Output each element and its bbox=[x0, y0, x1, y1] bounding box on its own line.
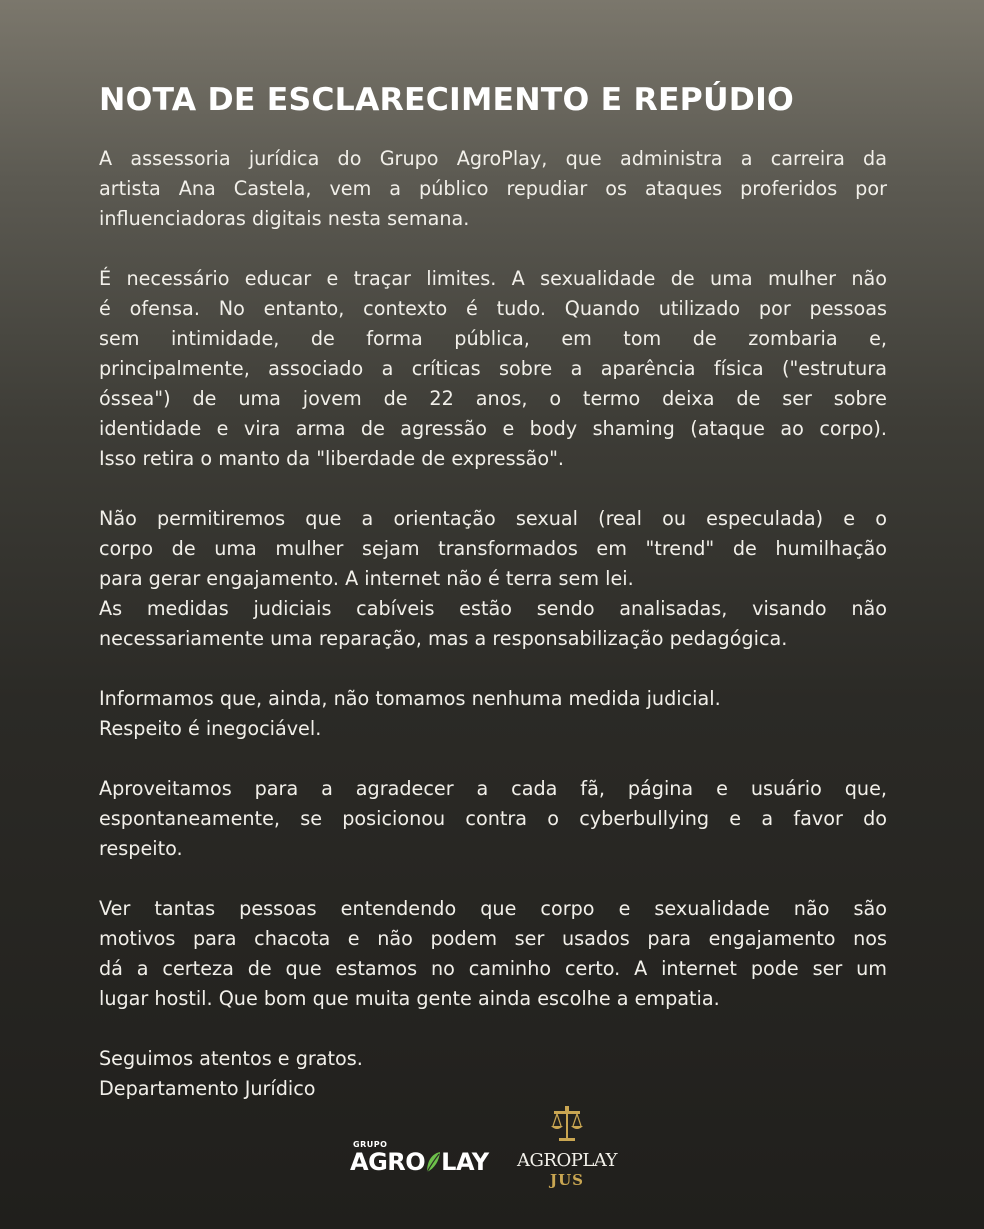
paragraph-line: Não permitiremos que a orientação sexual (real ou especulada) e o bbox=[99, 507, 887, 530]
paragraph bbox=[99, 504, 887, 654]
signature: Departamento Jurídico bbox=[99, 1077, 316, 1100]
paragraph-line: necessariamente uma reparação, mas a responsabilização pedagógica. bbox=[99, 627, 788, 650]
paragraph-line: respeito. bbox=[99, 837, 183, 860]
paragraph-line: motivos para chacota e não podem ser usados para engajamento nos bbox=[99, 927, 887, 950]
paragraph-line: corpo de uma mulher sejam transformados em "trend" de humilhação bbox=[99, 537, 887, 560]
agroplay-logo-small-text: GRUPO bbox=[353, 1140, 388, 1149]
agroplay-jus-sub: JUS bbox=[549, 1171, 584, 1189]
paragraph-line: As medidas judiciais cabíveis estão sendo analisadas, visando não bbox=[99, 597, 887, 620]
paragraph-line: influenciadoras digitais nesta semana. bbox=[99, 207, 470, 230]
paragraph-line: óssea") de uma jovem de 22 anos, o termo deixa de ser sobre bbox=[99, 387, 887, 410]
footer-logos bbox=[350, 1104, 640, 1200]
paragraph bbox=[99, 774, 887, 864]
paragraph-line: Respeito é inegociável. bbox=[99, 717, 322, 740]
scales-of-justice-icon bbox=[548, 1104, 586, 1144]
closing-line: Seguimos atentos e gratos. bbox=[99, 1047, 363, 1070]
paragraph-line: lugar hostil. Que bom que muita gente ainda escolhe a empatia. bbox=[99, 987, 720, 1010]
closing bbox=[99, 1044, 887, 1104]
paragraph-line: é ofensa. No entanto, contexto é tudo. Quando utilizado por pessoas bbox=[99, 297, 887, 320]
paragraph bbox=[99, 264, 887, 474]
paragraph-line: A assessoria jurídica do Grupo AgroPlay, que administra a carreira da bbox=[99, 147, 887, 170]
agroplay-jus-name: AGROPLAY bbox=[517, 1150, 617, 1171]
paragraph-line: espontaneamente, se posicionou contra o cyberbullying e a favor do bbox=[99, 807, 887, 830]
agroplay-logo-text-left: AGRO bbox=[350, 1148, 426, 1176]
agroplay-logo bbox=[350, 1140, 490, 1184]
paragraph-line: para gerar engajamento. A internet não é terra sem lei. bbox=[99, 567, 634, 590]
note-content bbox=[99, 78, 887, 1104]
paragraph-line: identidade e vira arma de agressão e body shaming (ataque ao corpo). bbox=[99, 417, 887, 440]
paragraph-line: É necessário educar e traçar limites. A sexualidade de uma mulher não bbox=[99, 267, 887, 290]
paragraph bbox=[99, 894, 887, 1014]
paragraph-line: artista Ana Castela, vem a público repudiar os ataques proferidos por bbox=[99, 177, 887, 200]
paragraph-line: dá a certeza de que estamos no caminho certo. A internet pode ser um bbox=[99, 957, 887, 980]
paragraph bbox=[99, 144, 887, 234]
paragraph-line: Isso retira o manto da "liberdade de expressão". bbox=[99, 447, 565, 470]
note-body bbox=[99, 144, 887, 1014]
agroplay-logo-text-right: LAY bbox=[441, 1148, 489, 1176]
agroplay-jus-logo bbox=[512, 1104, 622, 1200]
agroplay-logo-wordmark bbox=[350, 1148, 489, 1176]
note-title: NOTA DE ESCLARECIMENTO E REPÚDIO bbox=[99, 82, 794, 118]
paragraph bbox=[99, 684, 887, 744]
paragraph-line: sem intimidade, de forma pública, em tom de zombaria e, bbox=[99, 327, 887, 350]
paragraph-line: principalmente, associado a críticas sobre a aparência física ("estrutura bbox=[99, 357, 887, 380]
leaf-icon bbox=[425, 1150, 441, 1174]
paragraph-line: Informamos que, ainda, não tomamos nenhuma medida judicial. bbox=[99, 687, 721, 710]
paragraph-line: Aproveitamos para a agradecer a cada fã, página e usuário que, bbox=[99, 777, 887, 800]
paragraph-line: Ver tantas pessoas entendendo que corpo e sexualidade não são bbox=[99, 897, 887, 920]
